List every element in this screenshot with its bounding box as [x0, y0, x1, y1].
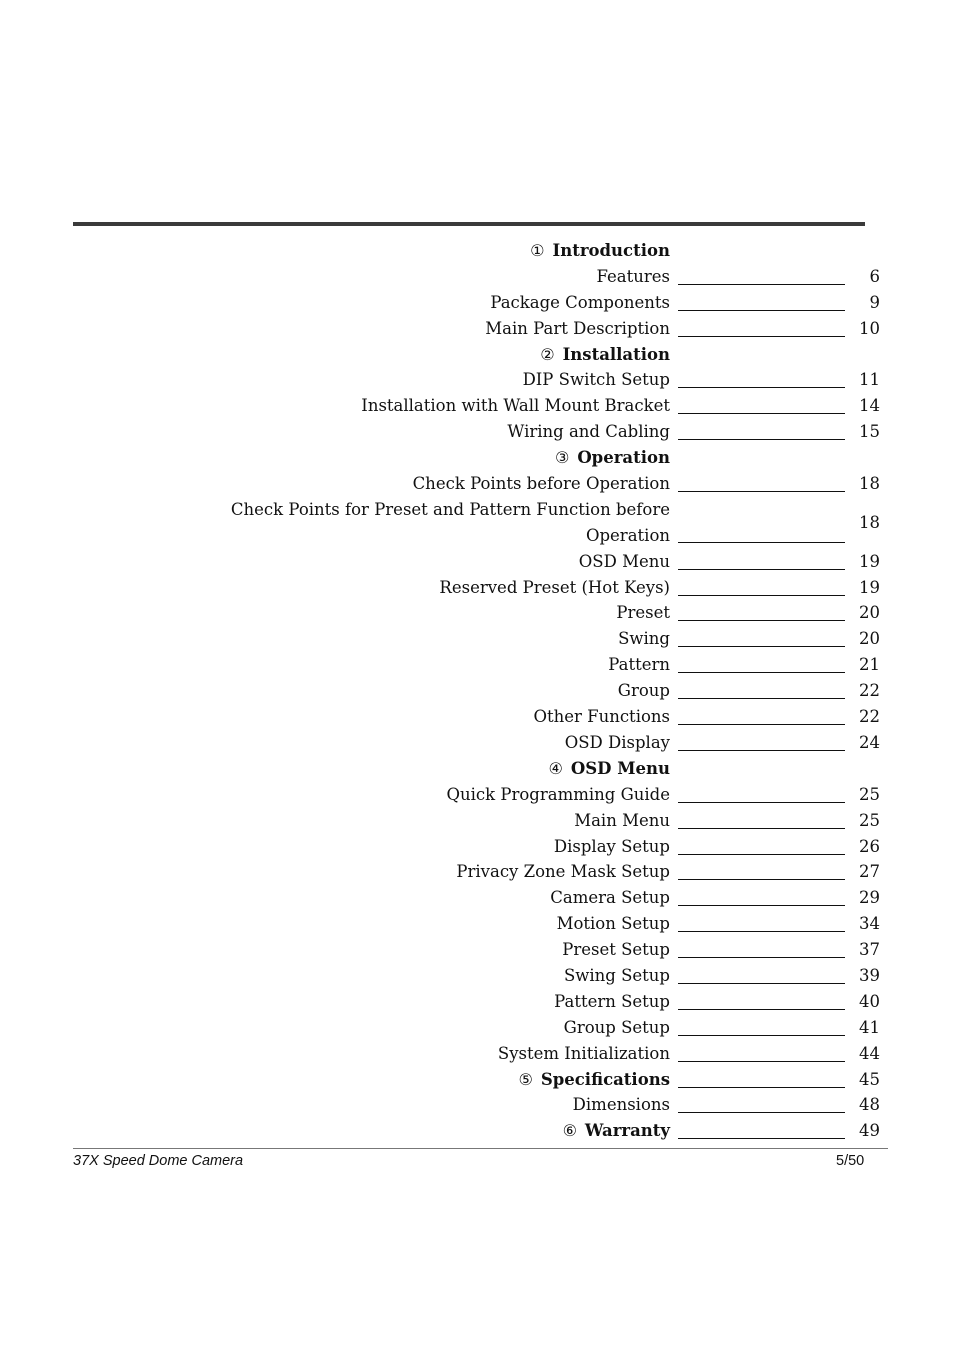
toc-leader-line — [678, 854, 845, 855]
toc-label-text: Other Functions — [533, 707, 670, 727]
toc-page-number: 20 — [859, 629, 880, 649]
toc-leader-line — [678, 672, 845, 673]
toc-leader-line — [678, 310, 845, 311]
toc-entry[interactable] — [0, 316, 954, 342]
toc-leader-line — [678, 569, 845, 570]
toc-label — [210, 549, 670, 575]
toc-label-text: OSD Display — [564, 732, 670, 752]
toc-label-text: Reserved Preset (Hot Keys) — [439, 577, 670, 597]
toc-label — [210, 756, 670, 782]
toc-leader-line — [678, 698, 845, 699]
toc-page-number: 22 — [859, 681, 880, 701]
toc-leader-line — [678, 595, 845, 596]
toc-entry[interactable] — [0, 911, 954, 937]
toc-leader-line — [678, 1009, 845, 1010]
toc-entry[interactable] — [0, 782, 954, 808]
toc-leader-line — [678, 931, 845, 932]
toc-label — [210, 989, 670, 1015]
toc-label — [210, 808, 670, 834]
footer-divider — [73, 1148, 888, 1149]
toc-entry[interactable] — [0, 600, 954, 626]
toc-label-text: Quick Programming Guide — [446, 784, 670, 804]
toc-entry[interactable] — [0, 626, 954, 652]
top-divider — [73, 222, 865, 226]
toc-leader-line — [678, 957, 845, 958]
toc-page-number: 34 — [859, 914, 880, 934]
toc-label — [210, 342, 670, 368]
toc-label — [210, 626, 670, 652]
toc-label-text: Warranty — [584, 1121, 670, 1141]
toc-page-number: 29 — [859, 888, 880, 908]
toc-label — [210, 652, 670, 678]
toc-entry[interactable] — [0, 859, 954, 885]
toc-leader-line — [678, 1061, 845, 1062]
toc-page-number: 20 — [859, 603, 880, 623]
toc-label-text: Camera Setup — [550, 888, 670, 908]
toc-label-text: Motion Setup — [556, 914, 670, 934]
toc-label-text: Check Points before Operation — [412, 474, 670, 494]
toc-entry[interactable] — [0, 549, 954, 575]
toc-label-text: Preset Setup — [562, 940, 670, 960]
toc-label-text: OSD Menu — [570, 758, 670, 778]
footer-title: 37X Speed Dome Camera — [73, 1153, 244, 1169]
toc-leader-line — [678, 1138, 845, 1139]
toc-label — [210, 782, 670, 808]
toc-label — [210, 600, 670, 626]
toc-label-text: Preset — [616, 603, 670, 623]
toc-label-text: Swing Setup — [563, 965, 670, 985]
toc-entry[interactable] — [0, 264, 954, 290]
toc-entry[interactable] — [0, 367, 954, 393]
toc-label-text: System Initialization — [497, 1043, 670, 1063]
toc-leader-line — [678, 542, 845, 543]
toc-page-number: 15 — [859, 422, 880, 442]
toc-label-text: DIP Switch Setup — [522, 370, 670, 390]
section-number: ② — [540, 344, 555, 364]
section-number: ⑤ — [518, 1069, 533, 1089]
toc-label-text: Operation — [577, 448, 670, 468]
toc-page-number: 37 — [859, 940, 880, 960]
toc-page-number: 21 — [859, 655, 880, 675]
section-number: ① — [530, 241, 545, 260]
toc-entry[interactable] — [0, 290, 954, 316]
toc-leader-line — [678, 620, 845, 621]
toc-page-number: 25 — [859, 810, 880, 830]
toc-entry[interactable] — [0, 575, 954, 601]
toc-label — [210, 290, 670, 316]
toc-page-number: 22 — [859, 707, 880, 727]
toc-page-number: 14 — [859, 396, 880, 416]
toc-label-text: Check Points for Preset and Pattern Function before Operation — [230, 499, 670, 545]
toc-label — [210, 885, 670, 911]
toc-page-number: 19 — [859, 577, 880, 597]
toc-label — [210, 704, 670, 730]
toc-entry[interactable] — [0, 1041, 954, 1067]
section-number: ④ — [548, 758, 563, 778]
toc-leader-line — [678, 724, 845, 725]
toc-label-text: Dimensions — [572, 1095, 670, 1115]
toc-label — [210, 1015, 670, 1041]
toc-label-text: Privacy Zone Mask Setup — [456, 862, 670, 882]
toc-label-text: Main Part Description — [485, 318, 670, 338]
toc-label-text: Specifications — [540, 1069, 670, 1089]
toc-label — [210, 367, 670, 393]
toc-page-number: 26 — [859, 836, 880, 856]
toc-page-number: 24 — [859, 732, 880, 752]
toc-page-number: 18 — [859, 474, 880, 494]
toc-leader-line — [678, 491, 845, 492]
toc-entry[interactable] — [0, 808, 954, 834]
toc-leader-line — [678, 750, 845, 751]
toc-label-text: Installation — [562, 344, 670, 364]
toc-label — [210, 859, 670, 885]
toc-section-heading[interactable] — [0, 342, 954, 368]
toc-label — [210, 419, 670, 445]
toc-leader-line — [678, 828, 845, 829]
toc-leader-line — [678, 1112, 845, 1113]
toc-page-number: 44 — [859, 1043, 880, 1063]
toc-label — [210, 393, 670, 419]
toc-label — [210, 834, 670, 860]
toc-entry[interactable] — [0, 834, 954, 860]
toc-entry[interactable] — [0, 393, 954, 419]
toc-label — [210, 1118, 670, 1144]
section-number: ⑥ — [562, 1121, 577, 1141]
toc-label — [230, 497, 670, 549]
toc-label-text: Swing — [618, 629, 670, 649]
toc-label-text: Group Setup — [563, 1017, 670, 1037]
toc-label-text: Package Components — [490, 292, 670, 312]
section-number: ③ — [554, 448, 570, 468]
toc-label-text: Wiring and Cabling — [507, 422, 670, 442]
toc-entry[interactable] — [0, 1015, 954, 1041]
toc-entry[interactable] — [0, 989, 954, 1015]
toc-entry[interactable] — [0, 419, 954, 445]
toc-page-number: 48 — [859, 1095, 880, 1115]
toc-section-heading[interactable] — [0, 756, 954, 782]
toc-leader-line — [678, 336, 845, 337]
toc-label — [210, 316, 670, 342]
toc-page-number: 19 — [859, 551, 880, 571]
toc-label — [210, 1067, 670, 1093]
toc-label — [210, 1092, 670, 1118]
toc-page-number: 25 — [859, 784, 880, 804]
toc-page-number: 39 — [859, 965, 880, 985]
toc-label — [210, 575, 670, 601]
toc-label — [210, 911, 670, 937]
toc-entry[interactable] — [0, 730, 954, 756]
table-of-contents — [0, 238, 954, 1144]
toc-label — [210, 1041, 670, 1067]
toc-page-number: 45 — [859, 1069, 880, 1089]
toc-label — [210, 963, 670, 989]
toc-page-number: 18 — [859, 512, 880, 532]
toc-label-text: OSD Menu — [578, 551, 670, 571]
toc-entry[interactable] — [0, 678, 954, 704]
toc-leader-line — [678, 413, 845, 414]
toc-entry[interactable] — [0, 963, 954, 989]
toc-leader-line — [678, 1087, 845, 1088]
toc-entry[interactable] — [0, 471, 954, 497]
toc-section-heading[interactable] — [0, 1067, 954, 1093]
toc-page-number: 40 — [859, 991, 880, 1011]
toc-page-number: 41 — [859, 1017, 880, 1037]
toc-entry[interactable] — [0, 937, 954, 963]
toc-leader-line — [678, 879, 845, 880]
toc-label — [210, 445, 670, 471]
footer-page-indicator: 5/50 — [836, 1153, 865, 1169]
toc-section-heading[interactable] — [0, 445, 954, 471]
toc-page-number: 11 — [859, 370, 880, 390]
toc-section-heading[interactable] — [0, 238, 954, 264]
toc-leader-line — [678, 439, 845, 440]
toc-leader-line — [678, 1035, 845, 1036]
toc-label-text: Features — [596, 266, 670, 286]
toc-page-number: 49 — [859, 1121, 880, 1141]
toc-entry[interactable] — [0, 704, 954, 730]
toc-entry[interactable] — [0, 497, 954, 549]
toc-page-number: 9 — [869, 292, 880, 312]
toc-entry[interactable] — [0, 652, 954, 678]
toc-label-text: Pattern Setup — [554, 991, 670, 1011]
toc-section-heading[interactable] — [0, 1118, 954, 1144]
toc-label — [210, 730, 670, 756]
toc-label — [210, 471, 670, 497]
toc-label — [210, 238, 670, 264]
toc-leader-line — [678, 284, 845, 285]
toc-leader-line — [678, 802, 845, 803]
toc-label-text: Display Setup — [553, 836, 670, 856]
toc-label-text: Installation with Wall Mount Bracket — [361, 396, 670, 416]
toc-entry[interactable] — [0, 885, 954, 911]
toc-label-text: Introduction — [552, 241, 670, 260]
toc-leader-line — [678, 983, 845, 984]
toc-label-text: Main Menu — [574, 810, 670, 830]
toc-page-number: 6 — [869, 266, 880, 286]
toc-label-text: Group — [617, 681, 670, 701]
toc-label — [210, 264, 670, 290]
toc-label-text: Pattern — [608, 655, 670, 675]
toc-page-number: 10 — [859, 318, 880, 338]
toc-page-number: 27 — [859, 862, 880, 882]
toc-leader-line — [678, 646, 845, 647]
toc-label — [210, 937, 670, 963]
toc-label — [210, 678, 670, 704]
toc-leader-line — [678, 905, 845, 906]
toc-leader-line — [678, 387, 845, 388]
toc-entry[interactable] — [0, 1092, 954, 1118]
